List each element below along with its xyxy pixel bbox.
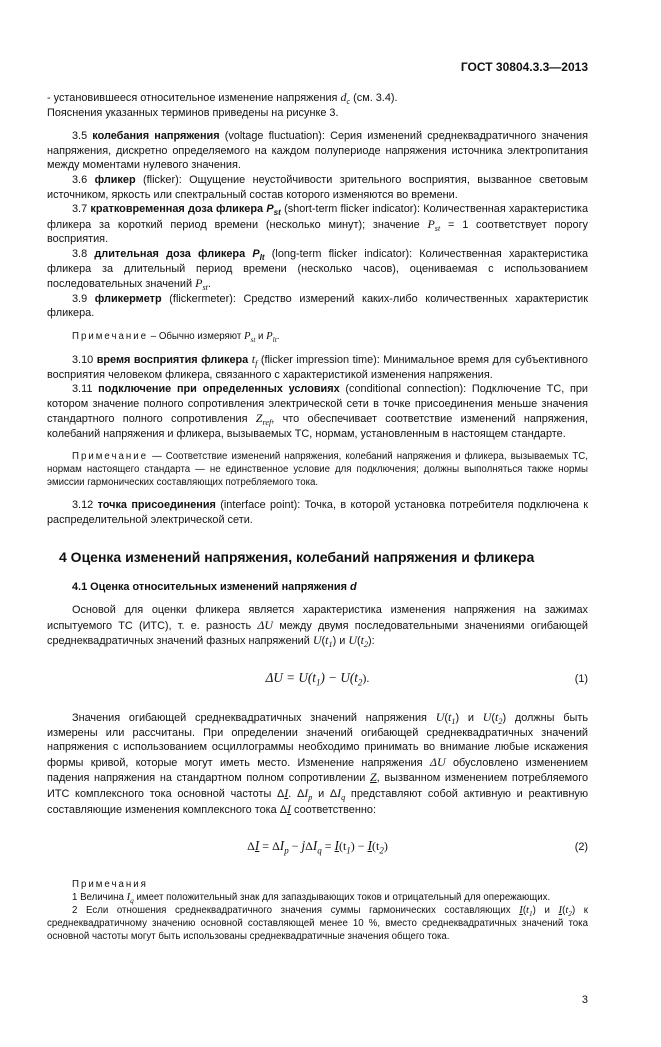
text-segment: 3.8 — [72, 247, 95, 260]
text-segment: ): — [368, 635, 375, 648]
text-segment: − — [288, 839, 302, 854]
text-segment: U — [482, 710, 492, 725]
text-segment: имеет положительный знак для запаздывающих токов и отрицательный для опережающих. — [133, 892, 551, 904]
text-segment: (short-term flicker indicator): Количественная характеристика фликера за короткий период времени (несколько минут); значение — [47, 203, 588, 231]
text-segment: , вызванном изменением потребляемого ИТС комплексного тока основной частоты Δ — [47, 772, 589, 800]
text-segment: , что обеспечивает соответствие изменений напряжения, колебаний напряжения и фликера, вызываемых ТС, нормам, установленным в настоящем стандарте. — [47, 413, 588, 440]
text-segment: Значения огибающей среднеквадратичных значений напряжения — [72, 712, 436, 725]
formula-expression — [47, 837, 558, 855]
text-segment: Пояснения указанных терминов приведены на рисунке 3. — [47, 106, 339, 119]
text-segment: 2 — [379, 845, 384, 856]
text-segment: (flickermeter): Средство измерений каких-либо количественных характеристик фликера. — [47, 292, 589, 320]
text-segment: t — [565, 904, 569, 917]
text-segment: ) − — [350, 839, 368, 854]
text-segment: – Обычно измеряют — [148, 330, 244, 342]
text-segment: P — [266, 329, 273, 342]
text-segment: I — [558, 904, 563, 917]
text-segment: ( — [562, 905, 566, 917]
text-segment: = — [321, 839, 335, 854]
text-segment: . — [207, 278, 211, 291]
text-segment: ) и — [532, 905, 559, 917]
text-segment: . — [276, 330, 280, 342]
text-segment: ) и — [455, 712, 483, 725]
text-segment: t — [251, 351, 256, 366]
text-segment: ) — [383, 839, 388, 854]
text-segment: представляют собой активную и реактивную составляющие изменения комплексного тока Δ — [47, 788, 589, 816]
text-segment: и Δ — [312, 788, 338, 800]
text-segment: p — [308, 793, 313, 803]
text-segment: I — [287, 801, 292, 816]
text-segment: P — [195, 276, 203, 291]
text-segment: p — [284, 845, 289, 856]
text-segment: ( — [356, 635, 361, 648]
text-segment: U — [312, 633, 322, 648]
paragraph — [47, 603, 588, 649]
text-segment: P — [266, 203, 274, 216]
notes-heading — [47, 878, 588, 891]
text-segment: t — [360, 633, 364, 648]
text-segment: t — [495, 710, 499, 725]
text-segment: f — [255, 359, 258, 369]
term-3-8 — [47, 247, 588, 292]
list-item — [47, 90, 588, 106]
text-segment: и — [255, 330, 267, 342]
text-segment: st — [202, 283, 208, 293]
text-segment: P — [243, 329, 251, 342]
text-segment: 1 Величина — [72, 892, 127, 904]
text-segment: Δ — [247, 839, 255, 854]
text-segment: d — [340, 90, 347, 104]
text-segment: ) должны быть измерены или рассчитаны. При определении значений огибающей среднеквадратичных значений напряжения с использованием осциллограммы необходимо принимать во внимание любые искажения формы кривой, которые могут иметь место. Изменение напряжения — [47, 712, 589, 769]
text-segment: ref — [262, 418, 272, 428]
term-3-7 — [47, 202, 588, 247]
text-segment: = Δ — [259, 839, 280, 854]
text-segment: I — [279, 838, 285, 854]
text-segment: фликер — [94, 173, 136, 186]
text-segment: U — [435, 710, 445, 725]
text-segment: t — [448, 710, 452, 725]
text-segment: ΔU — [429, 754, 446, 769]
note-1 — [47, 891, 588, 904]
text-segment: 3.9 — [72, 292, 95, 305]
text-segment: (t — [371, 839, 380, 854]
paragraph — [47, 106, 588, 121]
text-segment: q — [317, 845, 322, 856]
text-segment: Z — [369, 770, 377, 785]
text-segment: 3.12 — [72, 499, 98, 512]
text-segment: U — [348, 633, 357, 648]
text-segment: - установившееся относительное изменение напряжения — [47, 92, 341, 104]
text-segment: 2 — [498, 717, 503, 727]
text-segment: — Соответствие изменений напряжения, колебаний напряжения и фликера, вызываемых ТС, нормам настоящего стандарта — не единственное условие для подключения; должны выполняться также нормы эмиссии гармонических составляющих потребляемого тока. — [47, 451, 588, 489]
page-content — [47, 90, 588, 943]
text-segment: 4.1 Оценка относительных изменений напряжения — [72, 580, 350, 593]
text-segment: (flicker): Ощущение неустойчивости зрительного восприятия, вызванное световым источником, яркость или спектральный состав которого изменяются во времени. — [47, 173, 588, 201]
text-segment: d — [349, 580, 357, 593]
equation-number: (2) — [574, 841, 588, 854]
text-segment: P — [252, 247, 260, 260]
page-number: 3 — [581, 994, 588, 1007]
text-segment: 1 — [451, 717, 456, 727]
text-segment: Δ — [305, 839, 313, 854]
text-segment: I — [337, 786, 342, 800]
term-3-6 — [47, 173, 588, 202]
text-segment: ΔU = U(t — [265, 670, 316, 686]
text-segment: ( — [522, 905, 527, 917]
document-id-header: ГОСТ 30804.3.3—2013 — [460, 60, 588, 74]
text-segment: (conditional connection): Подключение ТС, при котором значение полного сопротивления электрической сети в точке присоединения меньше значения стандартного полного сопротивления — [47, 383, 588, 426]
note-2 — [47, 904, 588, 943]
text-segment: st — [273, 208, 281, 218]
text-segment: ). — [362, 671, 370, 686]
text-segment: Основой для оценки фликера является характеристика изменения напряжения на зажимах испытуемого ТС (ИТС), т. е. разность — [47, 604, 588, 632]
equation-number: (1) — [574, 673, 588, 686]
term-3-9 — [47, 292, 588, 321]
text-segment: lt — [272, 335, 277, 344]
text-segment: P — [427, 216, 435, 231]
text-segment: I — [126, 891, 131, 904]
note — [47, 330, 588, 343]
text-segment: соответственно: — [291, 803, 376, 816]
text-segment: ( — [491, 712, 496, 725]
term-3-5 — [47, 129, 588, 173]
text-segment: колебания напряжения — [92, 130, 220, 143]
text-segment: Примечание — [72, 451, 149, 463]
text-segment: st — [250, 335, 256, 344]
text-segment: I — [304, 786, 309, 800]
note — [47, 450, 588, 489]
text-segment: длительная доза фликера — [94, 247, 253, 260]
text-segment: I — [519, 904, 523, 917]
text-segment: ( — [444, 712, 449, 725]
text-segment: 1 — [328, 640, 333, 650]
text-segment: время восприятия фликера — [96, 353, 252, 366]
text-segment: (long-term flicker indicator): Количественная характеристика фликера за длительный период времени (несколько часов), оцениваемая с использованием последовательных значений — [47, 247, 589, 291]
text-segment: 4 Оценка изменений напряжения, колебаний напряжения и фликера — [59, 548, 535, 565]
text-segment: 2 — [568, 910, 572, 919]
text-segment: подключение при определенных условиях — [98, 383, 340, 396]
text-segment: 3.10 — [72, 353, 97, 366]
text-segment: 3.6 — [72, 173, 95, 186]
term-3-11 — [47, 382, 588, 441]
text-segment: st — [434, 223, 441, 233]
text-segment: ( — [321, 635, 326, 648]
text-segment: между двумя последовательными значениями огибающей среднеквадратичных значений фазных напряжений — [47, 619, 588, 648]
text-segment: (voltage fluctuation): Серия изменений среднеквадратичного значения напряжения, дискретно определяемого на каждом полупериоде напряжения источника электропитания между моментами нулевого значения. — [47, 130, 588, 172]
text-segment: ΔU — [257, 617, 274, 632]
text-segment: точка присоединения — [97, 499, 216, 512]
text-segment: I — [254, 838, 260, 854]
text-segment: 1 — [346, 845, 351, 856]
text-segment: q — [341, 793, 346, 803]
term-3-12 — [47, 498, 588, 527]
text-segment: Примечания — [72, 879, 148, 891]
text-segment: I — [284, 786, 289, 800]
subsection-heading — [47, 580, 588, 595]
formula-expression — [47, 669, 558, 687]
text-segment: 1 — [529, 910, 533, 919]
text-segment: t — [325, 633, 329, 648]
text-segment: ) и — [332, 635, 349, 648]
text-segment: ) − U(t — [320, 670, 358, 686]
text-segment: (interface point): Точка, в которой установка потребителя подключена к распределительной электрической сети. — [47, 499, 588, 527]
text-segment: 2 — [363, 640, 369, 650]
text-segment: . Δ — [288, 788, 305, 800]
text-segment: фликерметр — [94, 292, 162, 305]
text-segment: 2 Если отношения среднеквадратичного значения суммы гармонических составляющих — [72, 905, 520, 917]
text-segment: обусловлено изменением падения напряжения на стандартном полном сопротивлении — [47, 756, 588, 785]
text-segment: 2 — [357, 677, 363, 688]
text-segment: I — [367, 838, 372, 854]
text-segment: (t — [338, 839, 347, 854]
paragraph — [47, 710, 588, 817]
text-segment: j — [301, 838, 306, 854]
formula-1 — [47, 669, 588, 688]
text-segment: t — [526, 904, 530, 917]
text-segment: 3.7 — [72, 203, 91, 216]
text-segment: Z — [255, 411, 263, 426]
text-segment: кратковременная доза фликера — [90, 203, 267, 216]
text-segment: Примечание — [72, 330, 149, 342]
text-segment: 3.11 — [72, 383, 99, 396]
text-segment: 1 — [315, 677, 321, 688]
text-segment: (flicker impression time): Минимальное время для субъективного восприятия человеком фликера, связанного с характеристикой изменения напряжения. — [47, 353, 588, 381]
term-3-10 — [47, 352, 588, 382]
text-segment: lt — [259, 253, 265, 263]
section-heading — [47, 548, 588, 566]
text-segment: c — [346, 97, 351, 107]
formula-2 — [47, 837, 588, 856]
text-segment: q — [130, 897, 134, 906]
text-segment: 3.5 — [72, 130, 93, 143]
text-segment: I — [334, 838, 339, 854]
text-segment: (см. 3.4). — [350, 92, 398, 104]
text-segment: ) к среднеквадратичному значению основной составляющей менее 10 %, вместо среднеквадратичных значений тока основной частоты могут быть использованы среднеквадратичные значения общего тока. — [47, 905, 589, 943]
text-segment: = 1 соответствует порогу восприятия. — [47, 218, 588, 246]
text-segment: I — [312, 838, 318, 854]
